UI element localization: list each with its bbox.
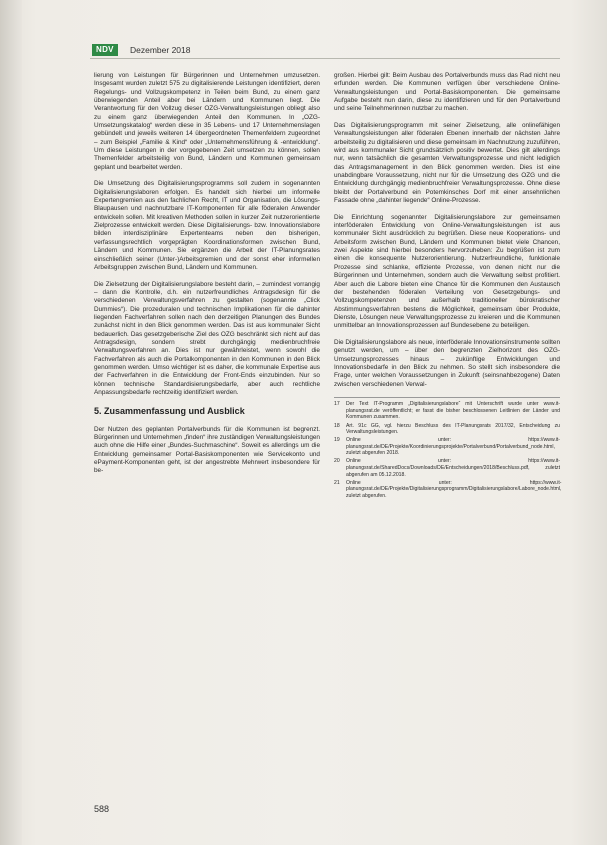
journal-badge: NDV xyxy=(92,44,118,56)
footnote xyxy=(334,423,560,436)
paragraph: Die Umsetzung des Digitalisierungsprogramms soll zudem in sogenannten Digitalisierungslaboren erfolgen. Es handelt sich hierbei um informelle Expertengremien aus den fachlichen Recht, IT und Organisation, die Lösungs-Blaupausen und nachnutzbare IT-Komponenten für alle föderalen Anwender entwickeln sollen. Mit kreativen Methoden sollen in kurzer Zeit nutzerorientierte Zielprozesse entwickelt werden. Diese Digitalisierungs- bzw. Innovationslabore bilden interdisziplinäre Expertenteams neben den bisherigen, verfassungsrechtlich vorgeprägten Koordinationsformen zwischen Bund, Ländern und Kommunen. Sie ergänzen die Arbeit der IT-Planungsrates einschließlich seiner (Unter-)Arbeitsgremien und der sonst eher informellen Arbeitsgruppen zwischen Bund, Ländern und Kommunen. xyxy=(94,180,320,271)
footnote-text: Art. 91c GG, vgl. hierzu Beschluss des IT-Planungsrats 2017/32, Entscheidung zu Verwaltungsleistungen. xyxy=(346,422,560,436)
footnote xyxy=(334,401,560,421)
footnote-text: Der Text IT-Programm „Digitalisierungslabore“ mit Unterschrift wurde unter www.it-planungsrat.de veröffentlicht; er fasst die bisher beschlossenen Leitlinien der Länder und Kommunen zusammen. xyxy=(346,401,560,421)
left-column xyxy=(94,72,320,484)
paragraph: Die Einrichtung sogenannter Digitalisierungslabore zur gemeinsamen interföderalen Entwicklung von Online-Verwaltungsleistungen ist aus kommunaler Sicht ausdrücklich zu begrüßen. Diese neue Kooperations- und Arbeitsform zwischen Bund, Ländern und Kommunen bietet viele Chancen, zwei Aspekte sind hierbei besonders hervorzuheben: Zu begrüßen ist zum einen die konsequente Nutzerorientierung. Nutzerfreundliche, funktionale Prozesse sind schlanke, effiziente Prozesse, von denen nicht nur die Bürgerinnen und Unternehmen, sondern auch die Verwaltung selbst profitiert. Aber auch die Labore bieten eine Chance für die Kommunen den Austausch der bestehenden föderalen Verteilung von Gesetzgebungs- und Vollzugskompetenzen und außerhalb traditioneller bürokratischer Abstimmungsverfahren bestens die Möglichkeit, gemeinsam über Produkte, Dienste, Lösungen neue Verwaltungsprozesse zu kreieren und die Kommunen unmittelbar an Innovationsprozessen auf Bundesebene zu beteiligen. xyxy=(334,213,560,330)
footnote-text: Online unter: https://www.it-planungsrat.de/SharedDocs/Downloads/DE/Entscheidungen/2018/Beschluss.pdf, zuletzt abgerufen am 05.12.2018. xyxy=(346,458,560,478)
page-binding-shadow xyxy=(0,0,22,845)
footnote-number: 18 xyxy=(334,422,340,429)
footnote-text: Online unter: https://www.it-planungsrat.de/DE/Projekte/Koordinierungsprojekte/Portalverbund/Portalverbund_node.html, zuletzt abgerufen 2018. xyxy=(346,437,560,457)
section-heading: 5. Zusammenfassung und Ausblick xyxy=(94,405,245,416)
issue-date: Dezember 2018 xyxy=(130,45,191,55)
paragraph: Das Digitalisierungsprogramm mit seiner Zielsetzung, alle onlinefähigen Verwaltungsleistungen aller föderalen Ebenen innerhalb der nächsten Jahre arbeitsteilig zu digitalisieren und diese gemeinsam im Nachnutzung zuzuführen, wird aus kommunaler Sicht grundsätzlich positiv bewertet. Dies gilt allerdings nur, wenn tatsächlich die gesamten Verwaltungsprozesse und nicht lediglich das Antragsmanagement in den Blick genommen werden. Dies ist eine unabdingbare Voraussetzung, nicht nur für die Umsetzung des OZG und die Entwicklung durchgängig medienbruchfreier Verwaltungsprozesse. Ohne diese bleibt der Portalverbund ein Potemkinsches Dorf mit einer ansehnlichen Fassade ohne „dahinter liegende“ Online-Prozesse. xyxy=(334,122,560,205)
paragraph: lierung von Leistungen für Bürgerinnen und Unternehmen umzusetzen. Insgesamt wurden zuletzt 575 zu digitalisierende Leistungen identifiziert, deren Regelungs- und Vollzugskompetenz in Teilen beim Bund, zu einem ganz überwiegenden Anteil aber bei Ländern und Kommunen liegt. Die Verantwortung für den Vollzug dieser OZG-Verwaltungsleistungen obliegt also zu einem ganz überwiegenden Anteil den Kommunen. In „OZG-Umsetzungskatalog“ werden diese in 35 Lebens- und 17 Unternehmenslagen gebündelt und jeweils weiteren 14 übergeordneten Themenfeldern zugeordnet – zum Beispiel „Familie & Kind“ oder „Unternehmensführung & -entwicklung“. Um diese Leistungen in der vorgegebenen Zeit umsetzen zu können, sollen Themenfelder arbeitsteilig von Bund, Ländern und Kommunen gemeinsam geplant und bearbeitet werden. xyxy=(94,72,320,171)
paragraph: Die Digitalisierungslabore als neue, interföderale Innovationsinstrumente sollten genutzt werden, um – über den begrenzten Zielhorizont des OZG-Umsetzungsprozesses hinaus – zukünftige Entwicklungen und Innovationsbedarfe in den Blick zu nehmen. So stellt sich insbesondere die Frage, unter welchen Voraussetzungen in Zukunft (seinsnahbezogene) Daten zwischen verschiedenen Verwal- xyxy=(334,338,560,388)
footnote xyxy=(334,480,560,500)
footnote-number: 20 xyxy=(334,458,340,465)
paragraph: großen. Hierbei gilt: Beim Ausbau des Portalverbunds muss das Rad nicht neu erfunden werden. Die Kommunen verfügen über verschiedene Online-Verwaltungsleistungen und Portal-Basiskomponenten. Die gemeinsame Aufgabe besteht nun darin, diese zu identifizieren und für den Portalverbund und seine Teilnehmerinnen nutzbar zu machen. xyxy=(334,72,560,113)
page-header xyxy=(90,44,560,59)
footnote-number: 17 xyxy=(334,401,340,408)
page-number: 588 xyxy=(94,804,110,814)
footnote xyxy=(334,437,560,457)
footnotes xyxy=(334,397,560,499)
footnote-text: Online unter: https://www.it-planungsrat.de/DE/Projekte/Digitalisierungsprogramm/Digitalisierungslabore/Labore_node.html, zuletzt abgerufen. xyxy=(346,479,562,499)
right-column xyxy=(334,72,560,501)
footnote-number: 19 xyxy=(334,437,340,444)
footnote-number: 21 xyxy=(334,479,340,486)
paragraph: Der Nutzen des geplanten Portalverbunds für die Kommunen ist begrenzt. Bürgerinnen und Unternehmen „finden“ ihre zuständigen Verwaltungsleistungen auch ohne die Hilfe einer „Bundes-Suchmaschine“. Soweit es allerdings um die Entwicklung gemeinsamer Portal-Basiskomponenten wie Servicekonto und ePayment-Komponenten geht, ist der angestrebte Mehrwert insbesondere für be- xyxy=(94,425,320,475)
footnote xyxy=(334,458,560,478)
paragraph: Die Zielsetzung der Digitalisierungslabore besteht darin, – zumindest vorrangig – dann die Kontrolle, d.h. ein nutzerfreundliches Antragsdesign für die verschiedenen Verwaltungsverfahren zu gestalten (sogenannte „Click Dummies“). Die prozeduralen und technischen Implikationen für die dahinter liegenden Fachverfahren sollen nach den derzeitigen Planungen des Bundes zunächst nicht in den Blick genommen werden. Das ist aus kommunaler Sicht bedauerlich. Das gesetzgeberische Ziel des OZG beschränkt sich nicht auf das Antragsdesign, sondern strebt durchgängig medienbruchfreie Verwaltungsverfahren an. Dies ist nur gewährleistet, wenn sowohl die Fachverfahren als auch die Portalkomponenten in den Kommunen in den Blick genommen werden. Umso wichtiger ist es daher, die kommunale Expertise aus der Fachverfahren in die Entwicklung der Front-Ends einzubinden. Nur so können technische Standardisierungsbedarfe, aber auch rechtliche Anpassungsbedarfe rechtzeitig identifiziert werden. xyxy=(94,280,320,396)
